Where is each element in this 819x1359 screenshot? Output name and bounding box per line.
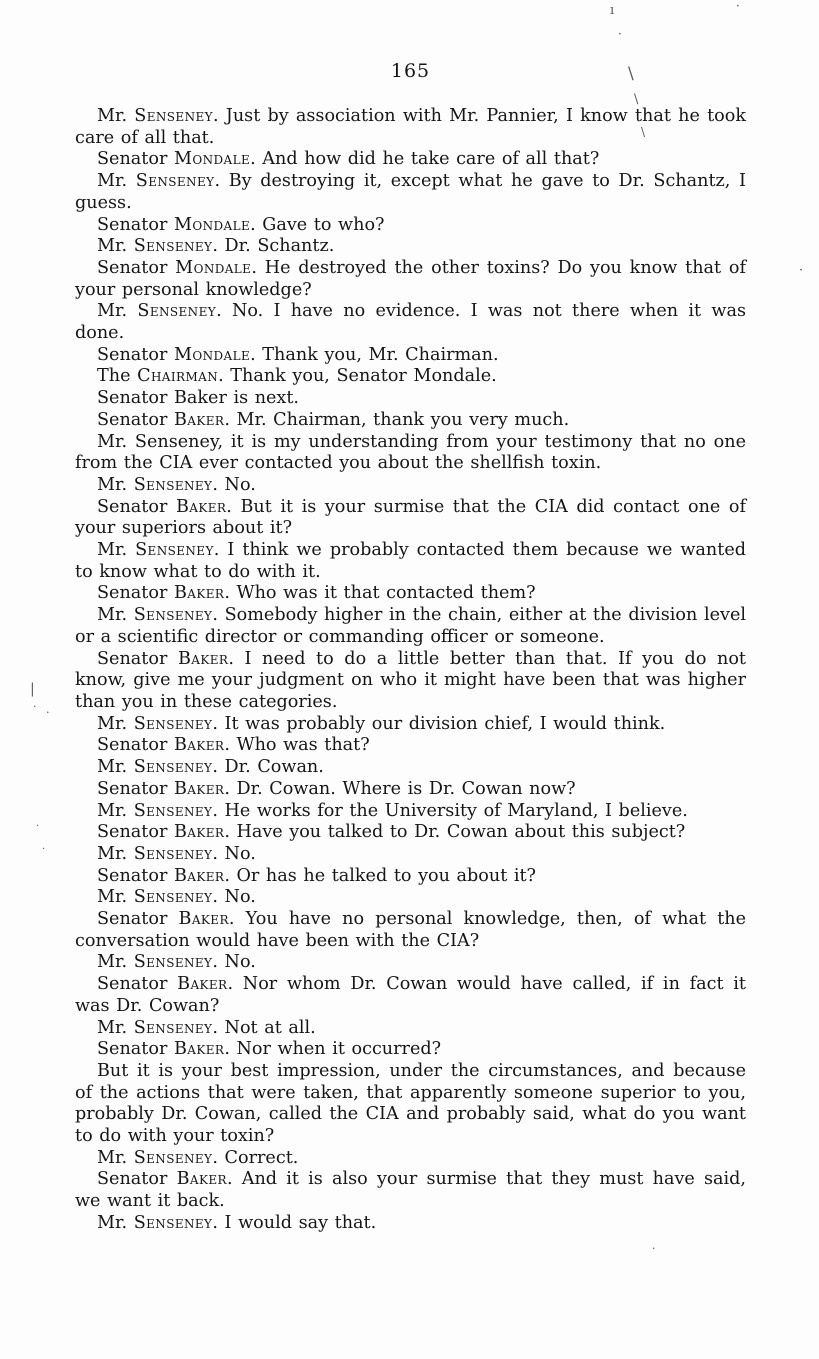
speaker-name: Senseney [133, 605, 213, 626]
page-number: 165 [390, 60, 431, 82]
dialogue-paragraph [75, 475, 746, 497]
dialogue-paragraph [75, 735, 746, 757]
dialogue-paragraph [75, 106, 746, 149]
dialogue-paragraph [75, 236, 746, 258]
scan-artifact-mark: \ [628, 64, 634, 84]
speaker-name: Senseney [135, 171, 215, 192]
dialogue-paragraph [75, 1148, 746, 1170]
dialogue-paragraph [75, 345, 746, 367]
speech-text: . Who was that? [224, 735, 370, 756]
speaker-name: Baker [173, 583, 225, 604]
speaker-prefix: Mr. [97, 605, 134, 626]
speech-text: . Dr. Schantz. [212, 236, 335, 257]
dialogue-paragraph [75, 1061, 746, 1148]
speaker-name: Mondale [173, 214, 251, 235]
speaker-prefix: Senator [97, 257, 176, 278]
speech-text: . By destroying it, except what he gave to Dr. Schantz, I guess. [75, 171, 746, 213]
scan-artifact-mark: ı [610, 3, 615, 18]
dialogue-paragraph [75, 1169, 746, 1212]
dialogue-paragraph [75, 866, 746, 888]
speaker-name: Senseney [134, 106, 213, 126]
dialogue-paragraph [75, 497, 746, 540]
dialogue-paragraph [75, 1039, 746, 1061]
speech-text: . And how did he take care of all that? [250, 149, 600, 170]
speech-text: . I think we probably contacted them because we wanted to know what to do with it. [75, 540, 746, 582]
speaker-name: Senseney [133, 713, 213, 734]
dialogue-paragraph [75, 171, 746, 214]
dialogue-paragraph [75, 909, 746, 952]
scan-artifact-mark: · [36, 821, 40, 832]
speaker-prefix: Senator [97, 583, 174, 604]
speaker-prefix: Senator [97, 1169, 177, 1190]
speaker-name: Senseney [133, 800, 213, 821]
speaker-prefix: Senator [97, 149, 174, 170]
scan-artifact-mark: · [46, 706, 50, 719]
speech-text: . Who was it that contacted them? [224, 583, 536, 604]
scan-artifact-mark: \ [634, 92, 639, 107]
speaker-prefix: Senator [97, 865, 174, 886]
speaker-name: Baker [173, 1039, 225, 1060]
scan-artifact-mark: \ [641, 125, 646, 139]
dialogue-paragraph [75, 149, 746, 171]
speech-text: . Gave to who? [250, 214, 385, 235]
speaker-prefix: Mr. [97, 800, 134, 821]
speech-text: . You have no personal knowledge, then, of what the conversation would have been with the CIA? [75, 909, 747, 951]
speaker-name: Baker [176, 1169, 227, 1190]
scan-artifact-mark: · [33, 700, 37, 713]
dialogue-paragraph [75, 366, 746, 388]
speech-text: . No. I have no evidence. I was not there when it was done. [75, 301, 746, 344]
dialogue-paragraph [75, 388, 746, 410]
speaker-prefix: Mr. [97, 1017, 134, 1038]
scan-artifact-mark: | [30, 681, 35, 697]
dialogue-paragraph [75, 757, 746, 779]
dialogue-paragraph [75, 887, 746, 909]
speaker-name: Baker [173, 735, 225, 756]
speaker-name: Mondale [173, 149, 251, 170]
speaker-name: Baker [173, 778, 225, 799]
speech-text: . Not at all. [212, 1017, 316, 1038]
speaker-name: Senseney [133, 757, 213, 778]
speaker-prefix: Mr. [97, 952, 134, 973]
speaker-prefix: Mr. [97, 1212, 134, 1233]
speech-text: . I need to do a little better than that. If you do not know, give me your judgment on who it might have been that was higher than you in these categories. [75, 648, 746, 712]
speaker-prefix: Senator [97, 648, 178, 669]
speaker-prefix: Mr. [97, 843, 134, 864]
speaker-prefix: Mr. [97, 713, 134, 734]
speech-text: . Somebody higher in the chain, either at the division level or a scientific director or commanding officer or someone. [75, 605, 746, 647]
scan-artifact-mark: · [652, 1242, 656, 1255]
speaker-prefix: Senator [97, 214, 174, 235]
speech-text: . Nor whom Dr. Cowan would have called, if in fact it was Dr. Cowan? [75, 974, 746, 1016]
dialogue-paragraph [75, 714, 746, 736]
speaker-prefix: Mr. [97, 301, 138, 322]
dialogue-paragraph [75, 974, 746, 1017]
dialogue-paragraph [75, 844, 746, 866]
dialogue-paragraph [75, 822, 746, 844]
speaker-name: Senseney [137, 301, 217, 322]
scan-artifact-mark: · [799, 263, 804, 278]
dialogue-paragraph [75, 258, 746, 301]
dialogue-paragraph [75, 605, 746, 648]
speaker-prefix: Senator [97, 735, 174, 756]
speech-text: . Thank you, Mr. Chairman. [250, 344, 499, 365]
speaker-name: Baker [173, 865, 225, 886]
speaker-name: Senseney [133, 1147, 213, 1168]
speaker-prefix: Mr. [97, 757, 134, 778]
speaker-name: Senseney [133, 474, 213, 495]
speaker-name: Chairman [137, 366, 219, 387]
dialogue-paragraph [75, 432, 746, 475]
dialogue-paragraph [75, 540, 746, 583]
speech-text: . He works for the University of Maryland, I believe. [212, 800, 688, 821]
speaker-name: Baker [173, 822, 225, 843]
speaker-name: Baker [175, 496, 227, 517]
speaker-prefix: Senator [97, 778, 174, 799]
speech-text: . No. [212, 843, 256, 864]
speaker-prefix: The [97, 366, 138, 387]
speaker-prefix: Mr. [97, 474, 134, 495]
speech-text: . Just by association with Mr. Pannier, I know that he took care of all that. [75, 106, 746, 148]
speech-text: Mr. Senseney, it is my understanding from your testimony that no one from the CIA ever contacted you about the shellfish toxin. [75, 431, 746, 474]
speaker-prefix: Senator [97, 496, 176, 517]
speaker-name: Mondale [173, 344, 251, 365]
speech-text: . It was probably our division chief, I would think. [212, 713, 666, 734]
speech-text: . Mr. Chairman, thank you very much. [224, 409, 570, 430]
speaker-prefix: Senator [97, 974, 178, 995]
speaker-name: Senseney [133, 1017, 213, 1038]
speaker-name: Mondale [175, 257, 252, 278]
speech-text: Senator Baker is next. [97, 388, 300, 409]
speaker-prefix: Mr. [97, 540, 136, 561]
dialogue-paragraph [75, 1213, 746, 1235]
speaker-prefix: Mr. [97, 236, 134, 257]
transcript-body [75, 106, 746, 1235]
speaker-prefix: Mr. [97, 106, 135, 126]
speech-text: . No. [212, 474, 256, 495]
speaker-name: Baker [178, 909, 229, 930]
scan-artifact-mark: · [736, 0, 740, 13]
dialogue-paragraph [75, 301, 746, 344]
speaker-prefix: Senator [97, 344, 174, 365]
dialogue-paragraph [75, 410, 746, 432]
speech-text: But it is your best impression, under the circumstances, and because of the actions that were taken, that apparently someone superior to you, probably Dr. Cowan, called the CIA and probably said, what do you want to do with your toxin? [75, 1060, 746, 1147]
speech-text: . Have you talked to Dr. Cowan about this subject? [224, 822, 686, 843]
speech-text: . But it is your surmise that the CIA did contact one of your superiors about it? [75, 496, 746, 539]
dialogue-paragraph [75, 583, 746, 605]
speaker-prefix: Senator [97, 1039, 174, 1060]
speaker-name: Baker [177, 648, 229, 669]
speaker-name: Senseney [133, 887, 213, 908]
speaker-name: Senseney [133, 843, 213, 864]
speaker-name: Baker [173, 409, 225, 430]
speaker-prefix: Mr. [97, 171, 136, 192]
speech-text: . Dr. Cowan. [212, 757, 324, 778]
scan-artifact-mark: · [618, 27, 622, 41]
speaker-name: Senseney [133, 236, 213, 257]
dialogue-paragraph [75, 779, 746, 801]
dialogue-paragraph [75, 801, 746, 823]
speech-text: . Correct. [212, 1147, 299, 1168]
speaker-prefix: Senator [97, 409, 174, 430]
speaker-name: Senseney [135, 540, 214, 561]
speech-text: . Dr. Cowan. Where is Dr. Cowan now? [224, 778, 576, 799]
speech-text: . Or has he talked to you about it? [224, 865, 536, 886]
speaker-prefix: Senator [97, 822, 174, 843]
speech-text: . No. [212, 887, 256, 908]
dialogue-paragraph [75, 952, 746, 974]
speech-text: . I would say that. [212, 1212, 377, 1233]
speaker-name: Senseney [133, 952, 213, 973]
speech-text: . He destroyed the other toxins? Do you know that of your personal knowledge? [75, 257, 746, 300]
scan-artifact-mark: · [42, 844, 46, 855]
speech-text: . Thank you, Senator Mondale. [218, 366, 497, 387]
speech-text: . No. [212, 952, 256, 973]
speaker-prefix: Mr. [97, 1147, 134, 1168]
speaker-prefix: Mr. [97, 887, 134, 908]
speech-text: . Nor when it occurred? [224, 1039, 442, 1060]
speaker-name: Baker [177, 974, 228, 995]
speaker-prefix: Senator [97, 909, 179, 930]
dialogue-paragraph [75, 1018, 746, 1040]
dialogue-paragraph [75, 215, 746, 237]
dialogue-paragraph [75, 649, 746, 714]
speaker-name: Senseney [133, 1212, 213, 1233]
speech-text: . And it is also your surmise that they must have said, we want it back. [75, 1169, 747, 1212]
